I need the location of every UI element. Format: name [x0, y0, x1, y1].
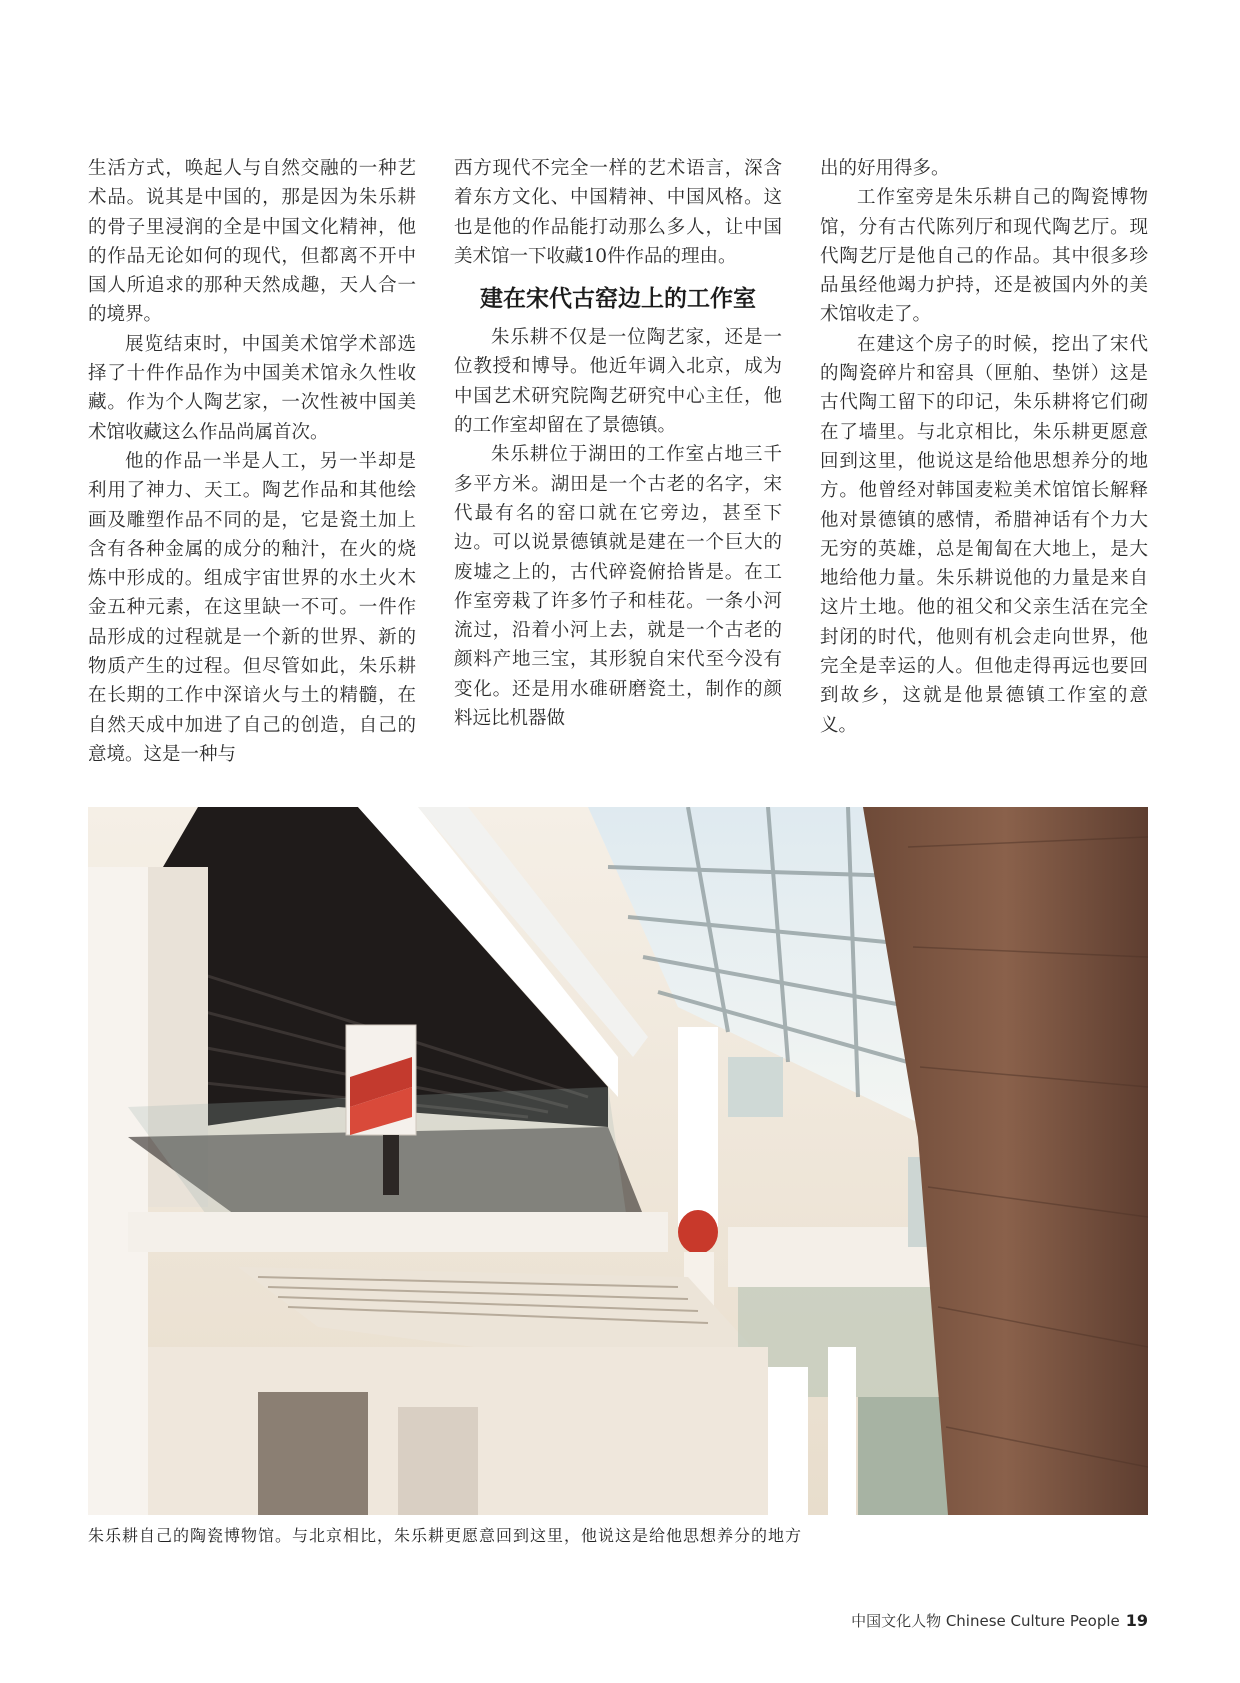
paragraph: 朱乐耕不仅是一位陶艺家，还是一位教授和博导。他近年调入北京，成为中国艺术研究院陶艺研究中心主任，他的工作室却留在了景德镇。 — [454, 327, 782, 437]
photo-caption: 朱乐耕自己的陶瓷博物馆。与北京相比，朱乐耕更愿意回到这里，他说这是给他思想养分的地方 — [88, 1526, 803, 1545]
paragraph: 在建这个房子的时候，挖出了宋代的陶瓷碎片和窑具（匣舶、垫饼）这是古代陶工留下的印记，朱乐耕将它们砌在了墙里。与北京相比，朱乐耕更愿意回到这里，他说这是给他思想养分的地方。他曾经对韩国麦粒美术馆馆长解释他对景德镇的感情，希腊神话有个力大无穷的英雄，总是匍匐在大地上，是大地给他力量。朱乐耕说他的力量是来自这片土地。他的祖父和父亲生活在完全封闭的时代，他则有机会走向世界，他完全是幸运的人。但他走得再远也要回到故乡，这就是他景德镇工作室的意义。 — [820, 333, 1148, 736]
page-footer — [851, 1610, 1148, 1631]
museum-interior-illustration — [88, 807, 1148, 1515]
museum-photo — [88, 807, 1148, 1515]
column-3 — [820, 154, 1148, 736]
paragraph: 生活方式，唤起人与自然交融的一种艺术品。说其是中国的，那是因为朱乐耕的骨子里浸润的全是中国文化精神，他的作品无论如何的现代，但都离不开中国人所追求的那种天然成趣，天人合一的境界。 — [88, 158, 416, 326]
paragraph: 西方现代不完全一样的艺术语言，深含着东方文化、中国精神、中国风格。这也是他的作品能打动那么多人，让中国美术馆一下收藏10件作品的理由。 — [454, 158, 782, 267]
paragraph: 他的作品一半是人工，另一半却是利用了神力、天工。陶艺作品和其他绘画及雕塑作品不同的是，它是瓷土加上含有各种金属的成分的釉汁，在火的烧炼中形成的。组成宇宙世界的水土火木金五种元素，在这里缺一不可。一件作品形成的过程就是一个新的世界、新的物质产生的过程。但尽管如此，朱乐耕在长期的工作中深谙火与土的精髓，在自然天成中加进了自己的创造，自己的意境。这是一种与 — [88, 450, 416, 765]
page-number: 19 — [1125, 1611, 1148, 1630]
column-2 — [454, 154, 782, 730]
publication-name: 中国文化人物 Chinese Culture People — [851, 1612, 1120, 1630]
article-columns — [88, 154, 1148, 765]
paragraph: 展览结束时，中国美术馆学术部选择了十件作品作为中国美术馆永久性收藏。作为个人陶艺家，一次性被中国美术馆收藏这么作品尚属首次。 — [88, 333, 416, 443]
paragraph: 工作室旁是朱乐耕自己的陶瓷博物馆，分有古代陈列厅和现代陶艺厅。现代陶艺厅是他自己的作品。其中很多珍品虽经他竭力护持，还是被国内外的美术馆收走了。 — [820, 187, 1148, 326]
paragraph: 朱乐耕位于湖田的工作室占地三千多平方米。湖田是一个古老的名字，宋代最有名的窑口就在它旁边，甚至下边。可以说景德镇就是建在一个巨大的废墟之上的，古代碎瓷俯拾皆是。在工作室旁栽了许多竹子和桂花。一条小河流过，沿着小河上去，就是一个古老的颜料产地三宝，其形貌自宋代至今没有变化。还是用水碓研磨瓷土，制作的颜料远比机器做 — [454, 444, 782, 730]
section-heading: 建在宋代古窑边上的工作室 — [480, 286, 756, 313]
paragraph: 出的好用得多。 — [820, 158, 950, 179]
column-1 — [88, 154, 416, 765]
